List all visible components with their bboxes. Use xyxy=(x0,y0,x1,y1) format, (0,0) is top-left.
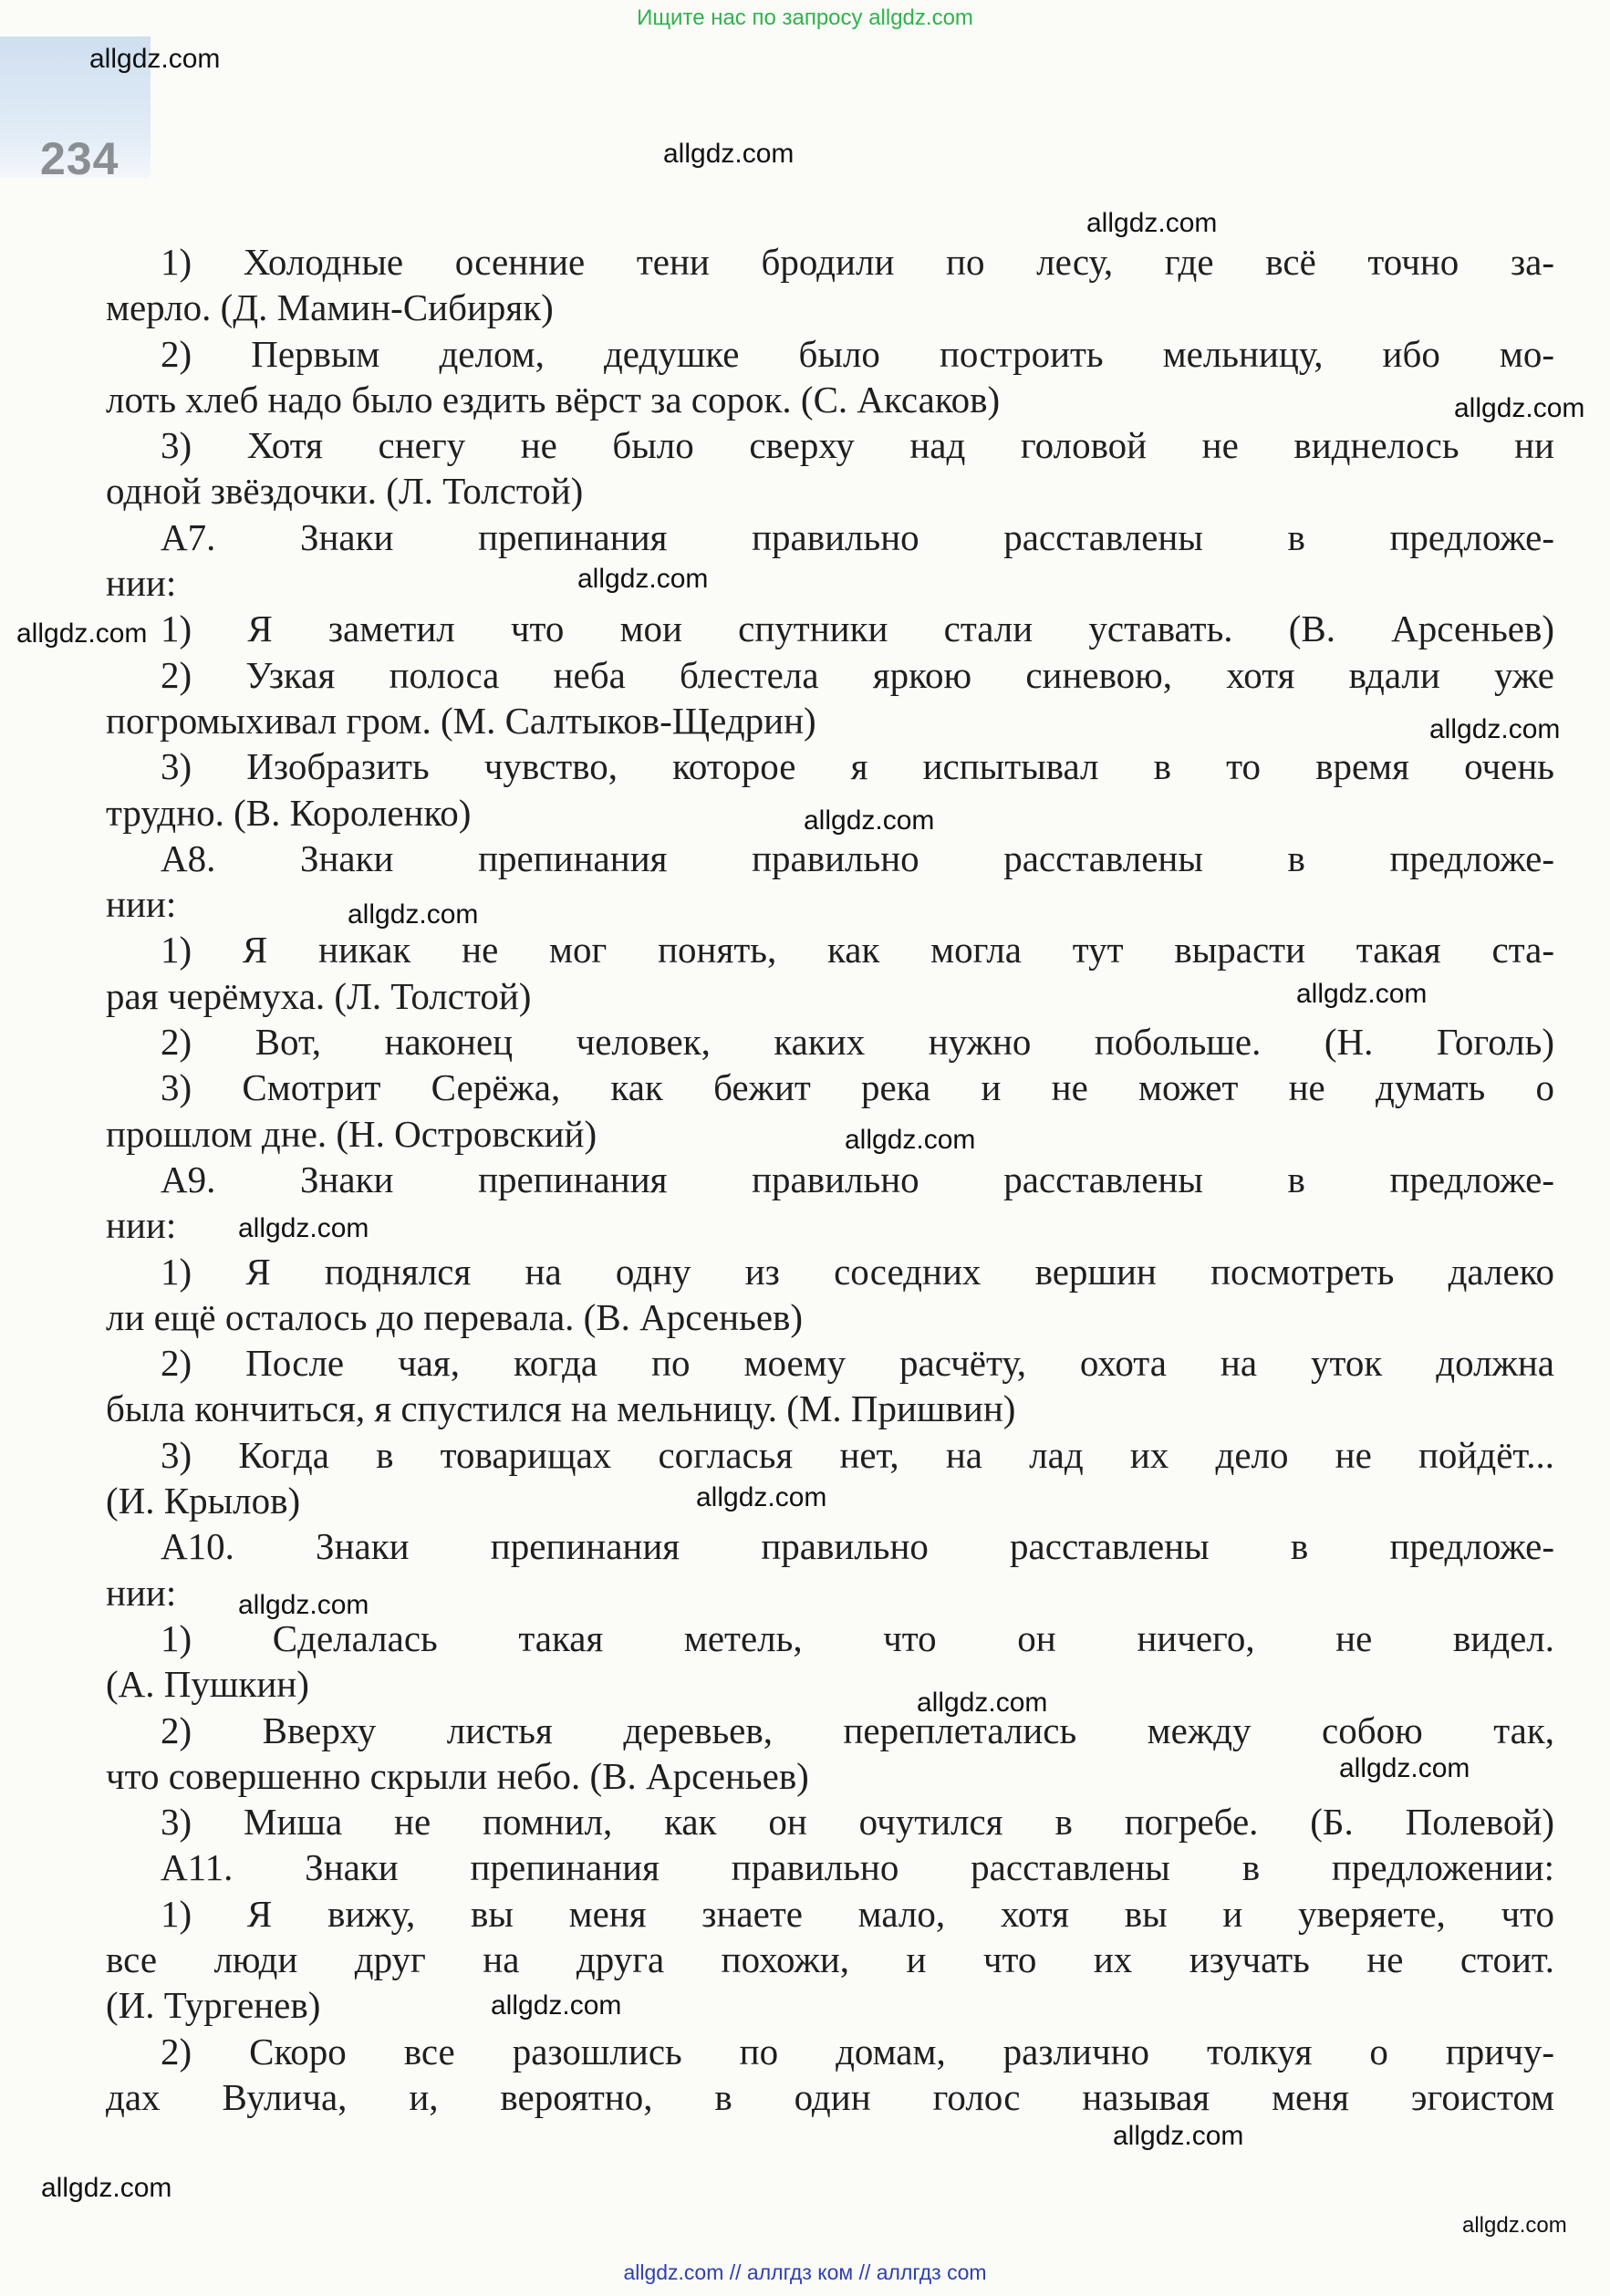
watermark: allgdz.com xyxy=(1462,2213,1567,2238)
text-line: что совершенно скрыли небо. (В. Арсеньев) xyxy=(106,1754,809,1797)
watermark: allgdz.com xyxy=(41,2173,172,2203)
text-line: ли ещё осталось до перевала. (В. Арсеньев) xyxy=(106,1295,804,1338)
text-line: была кончиться, я спустился на мельницу. (М. Пришвин) xyxy=(106,1387,1016,1430)
text-line: 1) Я поднялся на одну из соседних вершин посмотреть далеко xyxy=(161,1250,1554,1293)
watermark: allgdz.com xyxy=(1113,2121,1244,2151)
text-line: 2) Первым делом, дедушке было построить мельницу, ибо мо- xyxy=(161,332,1554,375)
text-line: 2) После чая, когда по моему расчёту, охота на уток должна xyxy=(161,1342,1554,1385)
question-heading: А7. Знаки препинания правильно расставлены в предложе- xyxy=(161,515,1554,558)
text-line: 1) Я заметил что мои спутники стали уставать. (В. Арсеньев) xyxy=(161,608,1554,650)
question-heading: А10. Знаки препинания правильно расставлены в предложе- xyxy=(161,1525,1554,1568)
watermark: allgdz.com xyxy=(696,1482,827,1512)
watermark: allgdz.com xyxy=(89,44,221,74)
exercise-text xyxy=(106,239,1554,2120)
text-line: 1) Холодные осенние тени бродили по лесу, где всё точно за- xyxy=(161,241,1554,283)
text-line: 3) Когда в товарищах согласья нет, на лад их дело не пойдёт... xyxy=(161,1433,1554,1476)
text-line: рая черёмуха. (Л. Толстой) xyxy=(106,974,532,1017)
text-line: 3) Миша не помнил, как он очутился в погребе. (Б. Полевой) xyxy=(161,1801,1554,1844)
watermark: allgdz.com xyxy=(577,564,709,594)
watermark: allgdz.com xyxy=(491,1990,622,2021)
question-heading: нии: xyxy=(106,1204,177,1247)
text-line: 3) Хотя снегу не было сверху над головой не виднелось ни xyxy=(161,424,1554,467)
question-heading: нии: xyxy=(106,562,177,605)
text-line: 3) Смотрит Серёжа, как бежит река и не может не думать о xyxy=(161,1066,1554,1109)
text-line: 2) Узкая полоса неба блестела яркою синевою, хотя вдали уже xyxy=(161,653,1554,696)
text-line: 2) Вот, наконец человек, каких нужно побольше. (Н. Гоголь) xyxy=(161,1021,1554,1064)
watermark: allgdz.com xyxy=(238,1590,369,1620)
question-heading: А8. Знаки препинания правильно расставлены в предложе- xyxy=(161,836,1554,879)
watermark: allgdz.com xyxy=(845,1125,976,1155)
page-number: 234 xyxy=(40,133,119,184)
text-line: мерло. (Д. Мамин-Сибиряк) xyxy=(106,286,554,329)
text-line: 3) Изобразить чувство, которое я испытывал в то время очень xyxy=(161,745,1554,788)
text-line: 1) Я никак не мог понять, как могла тут вырасти такая ста- xyxy=(161,929,1554,971)
text-line: (И. Тургенев) xyxy=(106,1984,321,2027)
question-heading: А9. Знаки препинания правильно расставлены в предложе- xyxy=(161,1158,1554,1200)
text-line: 2) Скоро все разошлись по домам, различно толкуя о причу- xyxy=(161,2030,1554,2073)
text-line: погромыхивал гром. (М. Салтыков-Щедрин) xyxy=(106,699,816,742)
top-banner[interactable]: Ищите нас по запросу allgdz.com xyxy=(637,5,973,30)
text-line: дах Вулича, и, вероятно, в один голос называя меня эгоистом xyxy=(106,2075,1554,2118)
text-line: лоть хлеб надо было ездить вёрст за сорок. (С. Аксаков) xyxy=(106,378,1001,421)
question-heading: нии: xyxy=(106,1571,177,1614)
text-line: одной звёздочки. (Л. Толстой) xyxy=(106,470,584,513)
text-line: 2) Вверху листья деревьев, переплетались между собою так, xyxy=(161,1709,1554,1751)
watermark: allgdz.com xyxy=(238,1213,369,1243)
watermark: allgdz.com xyxy=(1339,1753,1470,1783)
watermark: allgdz.com xyxy=(1296,979,1428,1009)
watermark: allgdz.com xyxy=(348,899,479,930)
watermark: allgdz.com xyxy=(1429,714,1561,744)
text-line: трудно. (В. Короленко) xyxy=(106,791,472,834)
watermark: allgdz.com xyxy=(663,139,795,169)
watermark: allgdz.com xyxy=(804,805,935,836)
question-heading: А11. Знаки препинания правильно расставлены в предложении: xyxy=(161,1846,1554,1889)
watermark: allgdz.com xyxy=(1454,393,1585,423)
watermark: allgdz.com xyxy=(16,618,148,649)
text-line: (А. Пушкин) xyxy=(106,1663,309,1706)
bottom-banner[interactable]: allgdz.com // аллгдз ком // аллгдз com xyxy=(623,2260,987,2284)
question-heading: нии: xyxy=(106,883,177,926)
watermark: allgdz.com xyxy=(1086,208,1218,238)
text-line: 1) Сделалась такая метель, что он ничего, не видел. xyxy=(161,1616,1554,1659)
text-line: 1) Я вижу, вы меня знаете мало, хотя вы и уверяете, что xyxy=(161,1892,1554,1935)
watermark: allgdz.com xyxy=(917,1688,1048,1718)
text-line: (И. Крылов) xyxy=(106,1480,301,1522)
text-line: все люди друг на друга похожи, и что их изучать не стоит. xyxy=(106,1938,1554,1980)
text-line: прошлом дне. (Н. Островский) xyxy=(106,1112,597,1155)
